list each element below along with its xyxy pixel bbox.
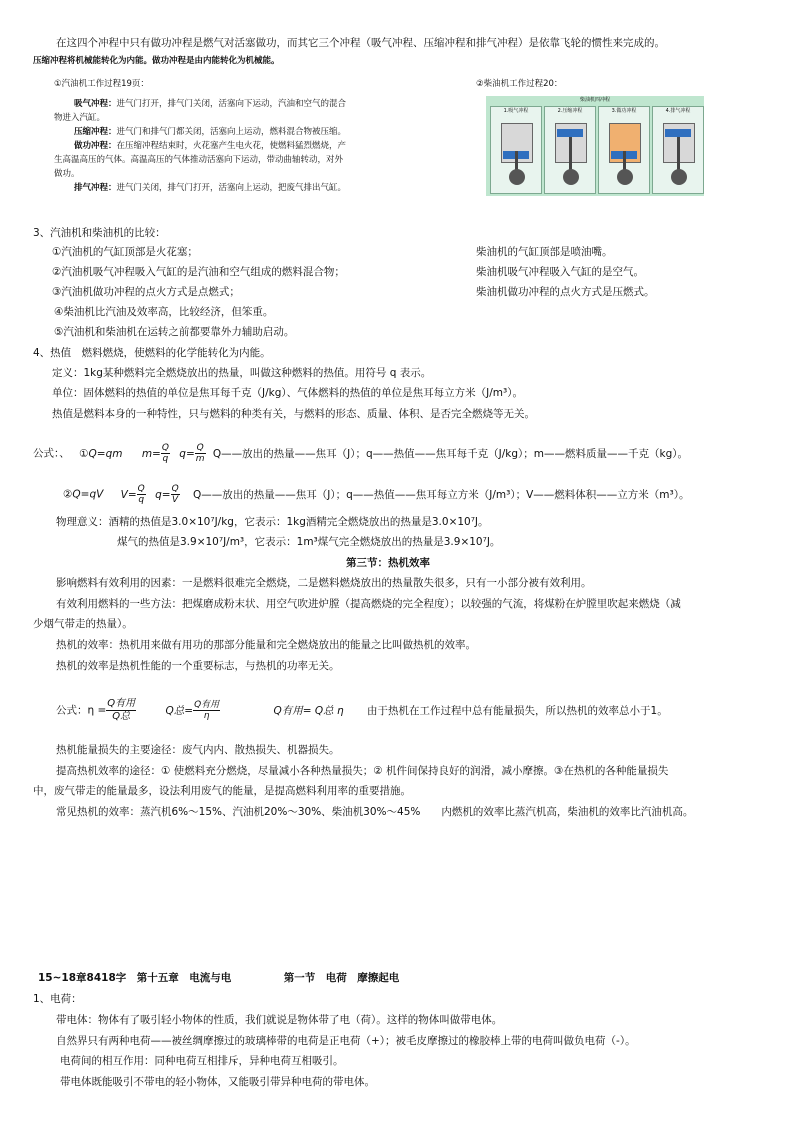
compare-row-3-diesel: 柴油机做功冲程的点火方式是压燃式。 xyxy=(476,286,655,298)
intake-stroke xyxy=(74,98,346,110)
crank-icon xyxy=(509,169,525,185)
panel-label: 2.压缩冲程 xyxy=(557,108,583,114)
heat-property: 热值是燃料本身的一种特性，只与燃料的种类有关，与燃料的形态、质量、体积、是否完全燃烧等无关。 xyxy=(52,408,535,420)
diesel-fig-title: ②柴油机工作过程20： xyxy=(476,79,563,89)
section-heading-efficiency: 第三节：热机效率 xyxy=(346,557,430,569)
crank-icon xyxy=(617,169,633,185)
compare-row-1-diesel: 柴油机的气缸顶部是喷油嘴。 xyxy=(476,246,613,258)
compare-heading: 3、汽油机和柴油机的比较： xyxy=(33,227,166,239)
charge-heading: 1、电荷： xyxy=(33,993,82,1005)
efficiency-p5: 热机能量损失的主要途径：废气内内、散热损失、机器损失。 xyxy=(56,744,340,756)
power-stroke-cont-2: 做功。 xyxy=(54,169,80,179)
compression-title: 压缩冲程： xyxy=(74,127,117,137)
fraction-q-over-q xyxy=(137,484,146,505)
compare-row-4: ④柴油机比汽油及效率高，比较经济，但笨重。 xyxy=(54,306,274,318)
efficiency-p2: 有效利用燃料的一些方法：把煤磨成粉末状、用空气吹进炉膛（提高燃烧的完全程度）；以较强的气流，将煤粉在炉膛里吹起来燃烧（减 xyxy=(56,598,681,610)
gasoline-engine-box xyxy=(54,74,414,198)
exhaust-text: 进气门关闭，排气门打开，活塞向上运动，把废气排出气缸。 xyxy=(116,183,347,193)
efficiency-p3: 热机的效率：热机用来做有用功的那部分能量和完全燃烧放出的能量之比叫做热机的效率。 xyxy=(56,639,476,651)
physical-meaning-2: 煤气的热值是3.9×10⁷J/m³，它表示：1m³煤气完全燃烧放出的热量是3.9×10⁷J。 xyxy=(117,536,501,548)
power-stroke xyxy=(74,140,346,152)
formula-row-1 xyxy=(33,443,688,464)
total-heat-label: Q总= xyxy=(165,704,194,717)
efficiency-p1: 影响燃料有效利用的因素：一是燃料很难完全燃烧，二是燃料燃烧放出的热量散失很多，只有一小部分被有效利用。 xyxy=(56,577,592,589)
efficiency-note: 由于热机在工作过程中总有能量损失，所以热机的效率总小于1。 xyxy=(367,704,668,717)
formula-row-2 xyxy=(63,484,689,505)
efficiency-p4: 热机的效率是热机性能的一个重要标志，与热机的功率无关。 xyxy=(56,660,340,672)
compare-row-2-diesel: 柴油机吸气冲程吸入气缸的是空气。 xyxy=(476,266,644,278)
useful-heat-formula: Q有用= Q总 η xyxy=(273,704,344,717)
fraction-useful-over-eta xyxy=(193,700,220,721)
intake-text: 进气门打开，排气门关闭，活塞向下运动，汽油和空气的混合 xyxy=(116,99,347,109)
formula-label: 公式：、 xyxy=(33,447,70,460)
formula-q-label: q= xyxy=(155,488,171,501)
frac-num: Q有用 xyxy=(194,700,220,710)
formula-m-label: m= xyxy=(141,447,161,460)
diesel-fig-caption: 柴油机四冲程 xyxy=(579,97,610,103)
efficiency-p7: 常见热机的效率：蒸汽机6%～15%、汽油机20%～30%、柴油机30%～45% 内燃机的效率比蒸汽机高，柴油机的效率比汽油机高。 xyxy=(56,806,694,818)
formula-q-label: q= xyxy=(179,447,195,460)
frac-den: V xyxy=(172,495,179,505)
formula-1-desc: Q——放出的热量——焦耳（J）；q——热值——焦耳每千克（J/kg）；m——燃料质量——千克（kg）。 xyxy=(212,447,689,460)
panel-compression xyxy=(544,106,596,194)
frac-num: Q xyxy=(196,443,204,453)
formula-q-qm: ①Q=qm xyxy=(79,447,123,460)
heat-unit: 单位：固体燃料的热值的单位是焦耳每千克（J/kg）、气体燃料的热值的单位是焦耳每立方米（J/m³）。 xyxy=(52,387,523,399)
frac-den: m xyxy=(195,454,205,464)
frac-num: Q xyxy=(161,443,169,453)
rod-icon xyxy=(677,137,680,173)
power-title: 做功冲程： xyxy=(74,141,117,151)
formula-2-desc: Q——放出的热量——焦耳（J）；q——热值——焦耳每立方米（J/m³）；V——燃料体积——立方米（m³）。 xyxy=(193,488,690,501)
intro-line-2: 压缩冲程将机械能转化为内能。做功冲程是由内能转化为机械能。 xyxy=(33,56,280,66)
charge-line-4: 带电体既能吸引不带电的轻小物体，又能吸引带异种电荷的带电体。 xyxy=(60,1076,375,1088)
intake-title: 吸气冲程： xyxy=(74,99,117,109)
efficiency-formula-row xyxy=(56,698,668,723)
efficiency-formula-label: 公式：η = xyxy=(56,704,107,717)
efficiency-p6: 提高热机效率的途径：① 使燃料充分燃烧，尽量减小各种热量损失；② 机件间保持良好的润滑，减小摩擦。③在热机的各种能量损失 xyxy=(56,765,669,777)
panel-power xyxy=(598,106,650,194)
frac-den: q xyxy=(162,454,169,464)
compare-row-1: ①汽油机的气缸顶部是火花塞； xyxy=(52,246,198,258)
piston-icon xyxy=(557,129,583,137)
gas-box-title: ①汽油机工作过程19页： xyxy=(54,79,149,89)
heat-heading: 4、热值 燃料燃烧，使燃料的化学能转化为内能。 xyxy=(33,347,271,359)
crank-icon xyxy=(671,169,687,185)
panel-label: 1.吸气冲程 xyxy=(503,108,529,114)
frac-den: q xyxy=(138,495,145,505)
charge-line-2: 自然界只有两种电荷——被丝绸摩擦过的玻璃棒带的电荷是正电荷（+）；被毛皮摩擦过的橡胶棒上带的电荷叫做负电荷（-）。 xyxy=(56,1035,636,1047)
panel-label: 4.排气冲程 xyxy=(665,108,691,114)
charge-line-3: 电荷间的相互作用：同种电荷互相排斥，异种电荷互相吸引。 xyxy=(60,1055,344,1067)
compare-row-2: ②汽油机吸气冲程吸入气缸的是汽油和空气组成的燃料混合物； xyxy=(52,266,345,278)
efficiency-p6-cont: 中，废气带走的能量最多，设法利用废气的能量，是提高燃料利用率的重要措施。 xyxy=(33,785,411,797)
frac-num: Q xyxy=(137,484,145,494)
fraction-q-over-q xyxy=(161,443,170,464)
compression-text: 进气门和排气门都关闭，活塞向上运动，燃料混合物被压缩。 xyxy=(116,127,347,137)
physical-meaning-1: 物理意义：酒精的热值是3.0×10⁷J/kg，它表示：1kg酒精完全燃烧放出的热量是3.0×10⁷J。 xyxy=(56,516,489,528)
heat-definition: 定义：1kg某种燃料完全燃烧放出的热量，叫做这种燃料的热值。用符号 q 表示。 xyxy=(52,367,432,379)
efficiency-p2-cont: 少烟气带走的热量）。 xyxy=(33,618,133,630)
exhaust-stroke xyxy=(74,182,346,194)
fraction-q-over-m xyxy=(195,443,206,464)
compare-row-5: ⑤汽油机和柴油机在运转之前都要靠外力辅助启动。 xyxy=(54,326,295,338)
power-stroke-cont: 生高温高压的气体。高温高压的气体推动活塞向下运动，带动曲轴转动，对外 xyxy=(54,155,344,165)
fraction-q-over-v xyxy=(171,484,180,505)
fraction-useful-over-total xyxy=(106,698,136,723)
formula-v-label: V= xyxy=(120,488,137,501)
power-text: 在压缩冲程结束时，火花塞产生电火花，使燃料猛烈燃烧，产 xyxy=(116,141,347,151)
compare-row-3: ③汽油机做功冲程的点火方式是点燃式； xyxy=(52,286,240,298)
chapter-header: 15~18章8418字 第十五章 电流与电 第一节 电荷 摩擦起电 xyxy=(38,972,400,984)
panel-label: 3.做功冲程 xyxy=(611,108,637,114)
rod-icon xyxy=(569,137,572,173)
frac-den: η xyxy=(203,711,210,721)
frac-den: Q总 xyxy=(112,711,131,722)
panel-exhaust xyxy=(652,106,704,194)
frac-num: Q xyxy=(171,484,179,494)
exhaust-title: 排气冲程： xyxy=(74,183,117,193)
diesel-engine-figure xyxy=(486,96,704,196)
intro-line-1: 在这四个冲程中只有做功冲程是燃气对活塞做功，而其它三个冲程（吸气冲程、压缩冲程和排气冲程）是依靠飞轮的惯性来完成的。 xyxy=(56,37,665,49)
frac-num: Q有用 xyxy=(107,698,136,709)
intake-stroke-cont: 物进入汽缸。 xyxy=(54,113,106,123)
piston-icon xyxy=(665,129,691,137)
charge-line-1: 带电体：物体有了吸引轻小物体的性质，我们就说是物体带了电（荷）。这样的物体叫做带电体。 xyxy=(56,1014,503,1026)
formula-q-qv: ②Q=qV xyxy=(63,488,104,501)
compression-stroke xyxy=(74,126,346,138)
crank-icon xyxy=(563,169,579,185)
panel-intake xyxy=(490,106,542,194)
